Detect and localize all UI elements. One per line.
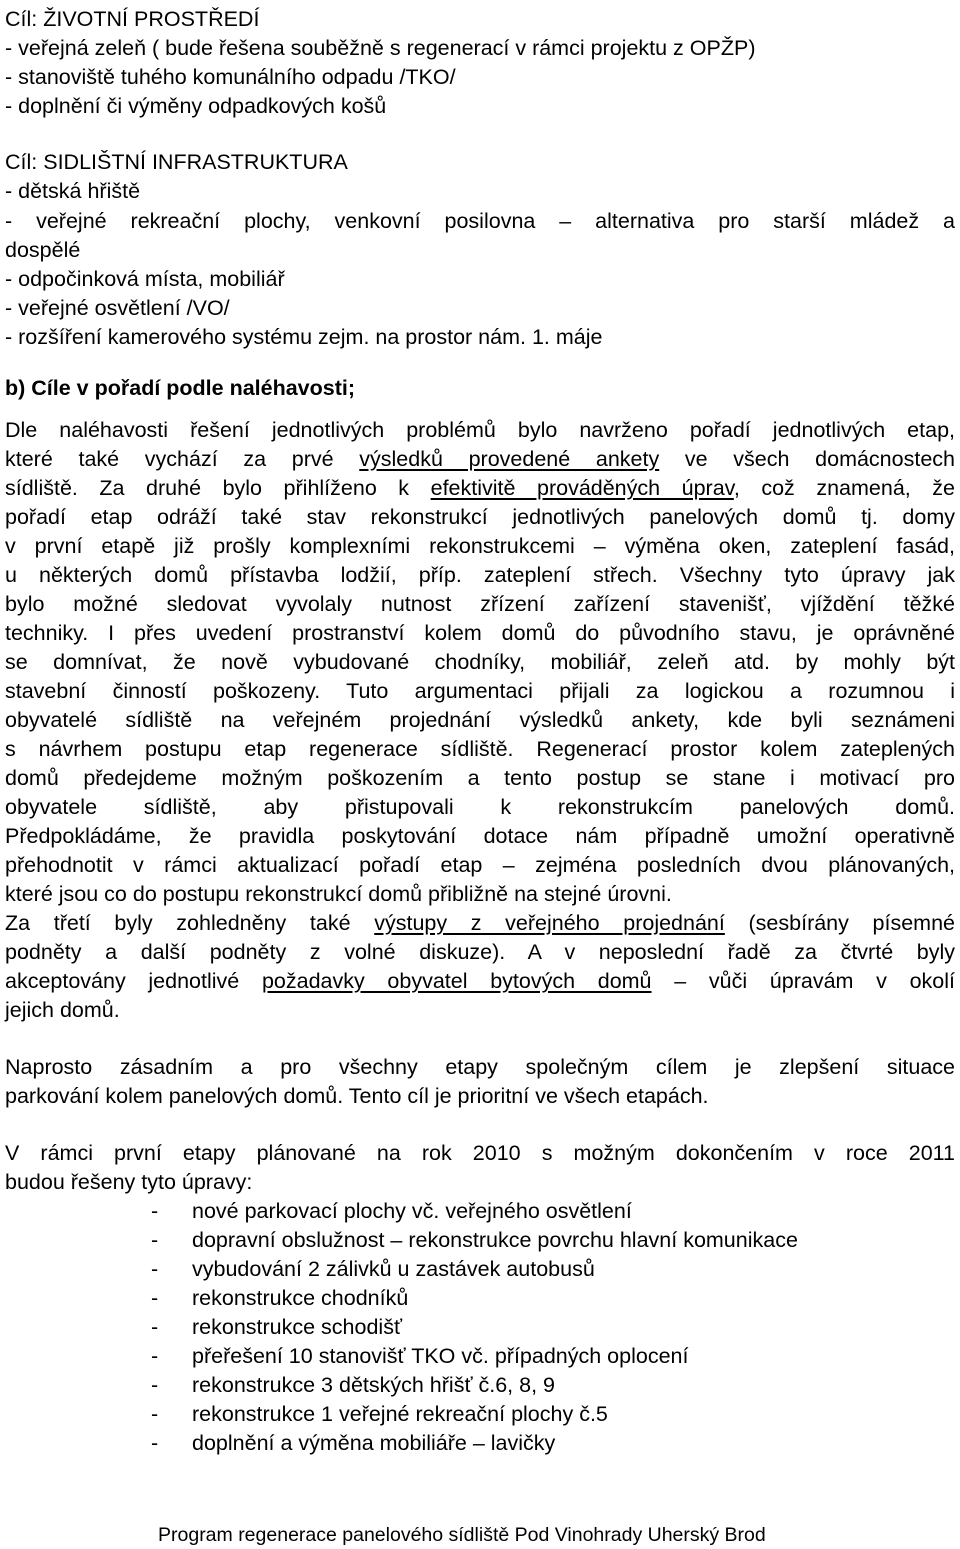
paragraph-line: v první etapě již prošly komplexními rekonstrukcemi – výměna oken, zateplení fasád, xyxy=(5,534,955,558)
document-page xyxy=(5,0,955,1549)
paragraph-line: V rámci první etapy plánované na rok 2010 s možným dokončením v roce 2011 xyxy=(5,1141,955,1165)
goal-infra-title: Cíl: SIDLIŠTNÍ INFRASTRUKTURA xyxy=(5,150,348,174)
list-item: - doplnění a výměna mobiliáře – lavičky xyxy=(151,1431,556,1455)
paragraph-line: podněty a další podněty z volné diskuze). A v neposlední řadě za čtvrté byly xyxy=(5,940,955,964)
underlined-phrase: výstupy z veřejného projednání xyxy=(374,911,725,935)
paragraph-line: které také vychází za prvé výsledků provedené ankety ve všech domácnostech xyxy=(5,447,955,471)
paragraph-line: obyvatelé sídliště na veřejném projednání výsledků ankety, kde byli seznámeni xyxy=(5,708,955,732)
list-item: - rekonstrukce chodníků xyxy=(151,1286,409,1310)
paragraph-line: parkování kolem panelových domů. Tento cíl je prioritní ve všech etapách. xyxy=(5,1084,709,1108)
paragraph-line: přehodnotit v rámci aktualizací pořadí etap – zejména posledních dvou plánovaných, xyxy=(5,853,955,877)
paragraph-line: Za třetí byly zohledněny také výstupy z veřejného projednání (sesbírány písemné xyxy=(5,911,955,935)
goal-env-title: Cíl: ŽIVOTNÍ PROSTŘEDÍ xyxy=(5,7,260,31)
paragraph-line: které jsou co do postupu rekonstrukcí domů přibližně na stejné úrovni. xyxy=(5,882,672,906)
paragraph-line: s návrhem postupu etap regenerace sídliště. Regenerací prostor kolem zateplených xyxy=(5,737,955,761)
paragraph-line: Naprosto zásadním a pro všechny etapy společným cílem je zlepšení situace xyxy=(5,1055,955,1079)
paragraph-line: sídliště. Za druhé bylo přihlíženo k efektivitě prováděných úprav, což znamená, že xyxy=(5,476,955,500)
goal-infra-item: - odpočinková místa, mobiliář xyxy=(5,267,285,291)
list-item: - rekonstrukce 1 veřejné rekreační plochy č.5 xyxy=(151,1402,608,1426)
list-item: - vybudování 2 zálivků u zastávek autobusů xyxy=(151,1257,595,1281)
list-item: - rekonstrukce schodišť xyxy=(151,1315,403,1339)
goal-env-item: - stanoviště tuhého komunálního odpadu /TKO/ xyxy=(5,65,456,89)
goal-infra-item: - veřejné rekreační plochy, venkovní posilovna – alternativa pro starší mládež a xyxy=(5,209,955,233)
goal-env-item: - doplnění či výměny odpadkových košů xyxy=(5,94,387,118)
paragraph-line: Dle naléhavosti řešení jednotlivých problémů bylo navrženo pořadí jednotlivých etap, xyxy=(5,418,955,442)
paragraph-line: pořadí etap odráží také stav rekonstrukcí jednotlivých panelových domů tj. domy xyxy=(5,505,955,529)
paragraph-line: bylo možné sledovat vyvolaly nutnost zřízení zařízení stavenišť, vjíždění těžké xyxy=(5,592,955,616)
list-item: - nové parkovací plochy vč. veřejného osvětlení xyxy=(151,1199,632,1223)
underlined-phrase: efektivitě prováděných úprav xyxy=(430,476,734,500)
paragraph-line: techniky. I přes uvedení prostranství kolem domů do původního stavu, je oprávněné xyxy=(5,621,955,645)
goal-infra-item: - veřejné osvětlení /VO/ xyxy=(5,296,230,320)
paragraph-line: jejich domů. xyxy=(5,998,120,1022)
paragraph-line: Předpokládáme, že pravidla poskytování dotace nám případně umožní operativně xyxy=(5,824,955,848)
paragraph-line: budou řešeny tyto úpravy: xyxy=(5,1170,253,1194)
section-b-heading: b) Cíle v pořadí podle naléhavosti; xyxy=(5,376,356,400)
paragraph-line: stavební činností poškozeny. Tuto argumentaci přijali za logickou a rozumnou i xyxy=(5,679,955,703)
list-item: - rekonstrukce 3 dětských hřišť č.6, 8, 9 xyxy=(151,1373,555,1397)
underlined-phrase: výsledků provedené ankety xyxy=(359,447,660,471)
paragraph-line: obyvatele sídliště, aby přistupovali k rekonstrukcím panelových domů. xyxy=(5,795,955,819)
goal-infra-item: dospělé xyxy=(5,238,81,262)
paragraph-line: domů předejdeme možným poškozením a tento postup se stane i motivací pro xyxy=(5,766,955,790)
paragraph-line: se domnívat, že nově vybudované chodníky, mobiliář, zeleň atd. by mohly být xyxy=(5,650,955,674)
list-item: - dopravní obslužnost – rekonstrukce povrchu hlavní komunikace xyxy=(151,1228,798,1252)
goal-infra-item: - rozšíření kamerového systému zejm. na prostor nám. 1. máje xyxy=(5,325,603,349)
goal-env-item: - veřejná zeleň ( bude řešena souběžně s regenerací v rámci projektu z OPŽP) xyxy=(5,36,756,60)
paragraph-line: akceptovány jednotlivé požadavky obyvatel bytových domů – vůči úpravám v okolí xyxy=(5,969,956,993)
page-footer: Program regenerace panelového sídliště Pod Vinohrady Uherský Brod xyxy=(158,1524,766,1546)
paragraph-line: u některých domů přístavba lodžií, příp. zateplení střech. Všechny tyto úpravy jak xyxy=(5,563,955,587)
underlined-phrase: požadavky obyvatel bytových domů xyxy=(261,969,652,993)
list-item: - přeřešení 10 stanovišť TKO vč. případných oplocení xyxy=(151,1344,689,1368)
goal-infra-item: - dětská hřiště xyxy=(5,179,141,203)
